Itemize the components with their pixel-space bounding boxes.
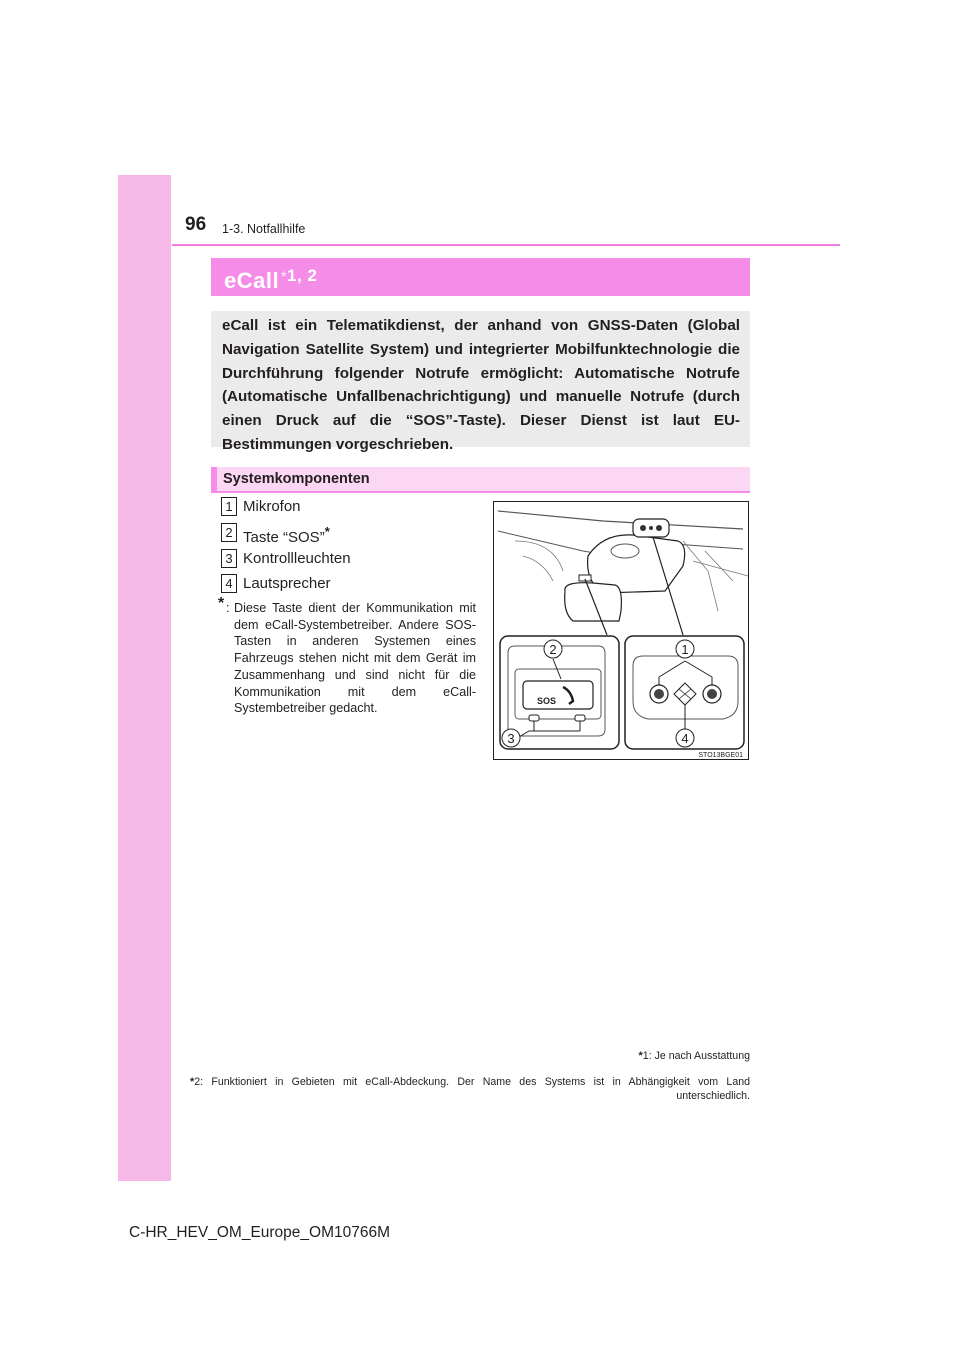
callout-3: 3 (507, 731, 515, 746)
intro-text: eCall ist ein Telematikdienst, der anhand von GNSS-Daten (Global Navigation Satellite System) und integrierter Mobilfunktechnologie die Durchführung folgender Notrufe ermöglicht: Automatische Notrufe (Automatische Unfallbenachrichtigung) und manuelle Notrufe (durch einen Druck auf die “SOS”-Taste). Dieser Dienst ist laut EU-Bestimmungen vorgeschrieben. (222, 317, 740, 453)
component-label-text: Taste “SOS” (243, 529, 325, 546)
sos-note (218, 595, 476, 717)
section-breadcrumb: 1-3. Notfallhilfe (222, 222, 306, 236)
figure-code: STO13BGE01 (698, 752, 743, 759)
sos-button-label: SOS (537, 696, 557, 706)
component-label (243, 575, 331, 592)
intro-box (211, 311, 750, 453)
page-side-tab (118, 175, 171, 1181)
document-id-footer: C-HR_HEV_OM_Europe_OM10766M (129, 1224, 391, 1241)
title-text: eCall (224, 268, 280, 293)
title-superscript: 1, 2 (287, 266, 318, 285)
subsection-bar (211, 467, 750, 493)
header-rule (172, 244, 840, 246)
ecall-module-illustration (493, 501, 749, 760)
component-label-text: Mikrofon (243, 498, 301, 515)
component-number-badge: 1 (221, 497, 237, 516)
footnote-1 (639, 1049, 750, 1063)
note-colon: : (226, 601, 230, 615)
page-number: 96 (185, 214, 207, 235)
callout-2: 2 (549, 642, 557, 657)
footnote-star: * (190, 1076, 195, 1088)
component-label (243, 550, 351, 567)
footnote-text: 1: Je nach Ausstattung (642, 1050, 750, 1062)
note-star: * (218, 595, 225, 612)
title-star: * (281, 268, 288, 284)
component-number-badge: 2 (221, 523, 237, 542)
title-bar (211, 258, 750, 296)
subsection-title: Systemkomponenten (223, 471, 370, 487)
page-title (224, 266, 317, 294)
component-number-badge: 4 (221, 574, 237, 593)
footnote-star: * (638, 1050, 643, 1062)
footnote-text: 2: Funktioniert in Gebieten mit eCall-Abdeckung. Der Name des Systems ist in Abhängigkeit vom Land unterschiedlich. (194, 1076, 750, 1102)
component-star: * (324, 524, 330, 539)
subsection-accent (211, 467, 217, 491)
component-label-text: Kontrollleuchten (243, 550, 351, 567)
callout-4: 4 (681, 731, 689, 746)
component-label-text: Lautsprecher (243, 575, 331, 592)
component-label (243, 498, 301, 515)
component-label (243, 524, 330, 546)
note-text: Diese Taste dient der Kommunikation mit dem eCall-Systembetreiber. Andere SOS-Tasten in anderen Systemen eines Fahrzeugs stehen nicht mit dem Gerät im Zusammenhang und sind nicht für die Kommunikation mit dem eCall-Systembetreiber gedacht. (234, 601, 476, 716)
callout-1: 1 (681, 642, 689, 657)
footnote-2 (190, 1075, 750, 1103)
component-number-badge: 3 (221, 549, 237, 568)
